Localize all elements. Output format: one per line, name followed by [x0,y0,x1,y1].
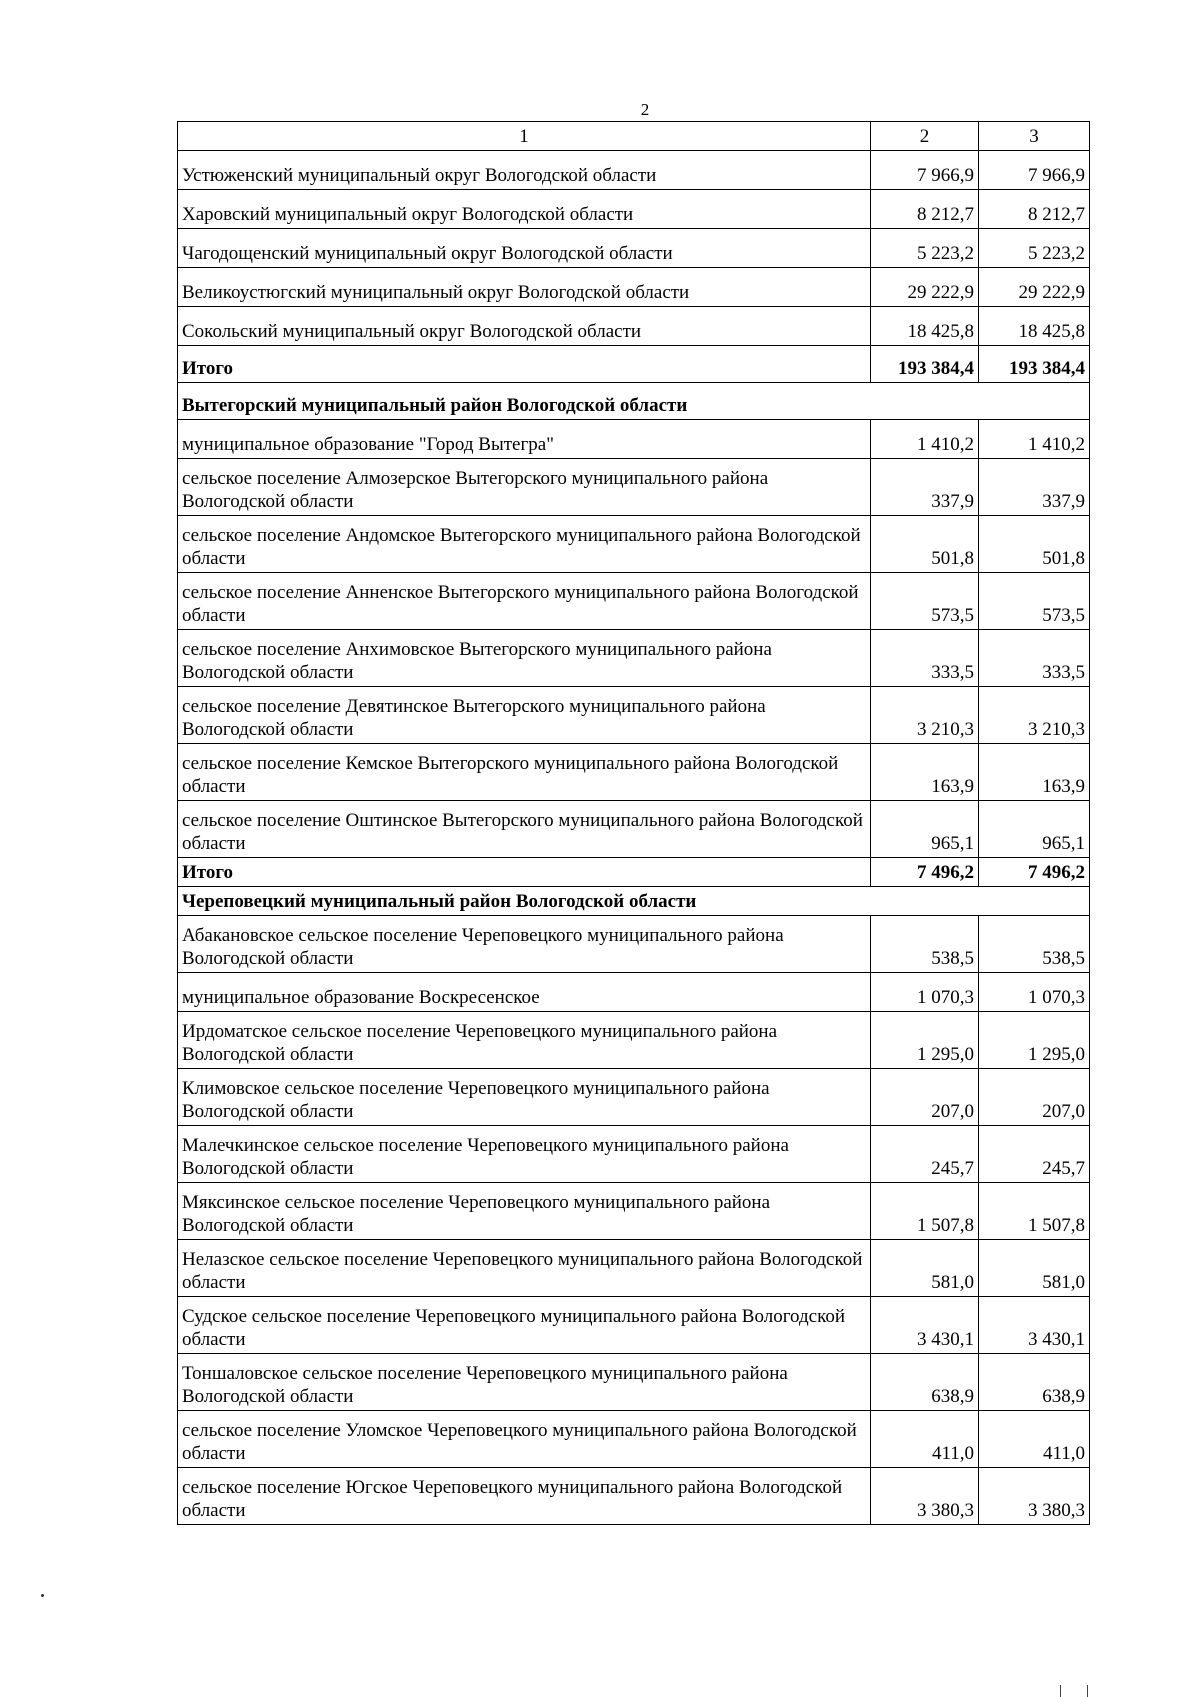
header-col-2: 2 [871,122,979,151]
row-name: Сокольский муниципальный округ Вологодской области [178,307,871,346]
row-value-col3: 207,0 [979,1069,1090,1126]
row-value-col2: 638,9 [871,1354,979,1411]
row-name: Великоустюгский муниципальный округ Вологодской области [178,268,871,307]
row-name: Устюженский муниципальный округ Вологодской области [178,151,871,190]
row-name: Климовское сельское поселение Череповецкого муниципального района Вологодской области [178,1069,871,1126]
group-title: Череповецкий муниципальный район Вологодской области [178,887,1090,916]
table-row [178,307,1090,346]
table-row [178,916,1090,973]
table-row [178,151,1090,190]
row-value-col3: 5 223,2 [979,229,1090,268]
row-name: сельское поселение Анхимовское Вытегорского муниципального района Вологодской области [178,630,871,687]
row-value-col2: 965,1 [871,801,979,858]
row-name: Ирдоматское сельское поселение Череповецкого муниципального района Вологодской области [178,1012,871,1069]
row-value-col3: 337,9 [979,459,1090,516]
row-value-col3: 1 507,8 [979,1183,1090,1240]
group-title: Вытегорский муниципальный район Вологодской области [178,383,1090,420]
row-value-col2: 18 425,8 [871,307,979,346]
table-row [178,1012,1090,1069]
row-value-col2: 581,0 [871,1240,979,1297]
row-name: сельское поселение Алмозерское Вытегорского муниципального района Вологодской области [178,459,871,516]
row-value-col3: 245,7 [979,1126,1090,1183]
table-row [178,744,1090,801]
row-value-col2: 29 222,9 [871,268,979,307]
row-value-col3: 1 070,3 [979,973,1090,1012]
scan-edge-marks [1060,1685,1088,1697]
row-value-col3: 501,8 [979,516,1090,573]
table-row [178,1240,1090,1297]
row-value-col2: 245,7 [871,1126,979,1183]
row-name: сельское поселение Анненское Вытегорского муниципального района Вологодской области [178,573,871,630]
table-row [178,801,1090,858]
group-header-row [178,383,1090,420]
row-name: муниципальное образование Воскресенское [178,973,871,1012]
row-value-col2: 1 410,2 [871,420,979,459]
table-row [178,229,1090,268]
row-value-col2: 8 212,7 [871,190,979,229]
row-name: Малечкинское сельское поселение Череповецкого муниципального района Вологодской области [178,1126,871,1183]
row-name: Тоншаловское сельское поселение Череповецкого муниципального района Вологодской области [178,1354,871,1411]
table-row [178,268,1090,307]
row-value-col3: 8 212,7 [979,190,1090,229]
table-row [178,573,1090,630]
row-value-col2: 411,0 [871,1411,979,1468]
scan-speck [41,1594,44,1597]
row-name: сельское поселение Андомское Вытегорского муниципального района Вологодской области [178,516,871,573]
row-value-col2: 538,5 [871,916,979,973]
row-value-col3: 163,9 [979,744,1090,801]
total-value-col2: 193 384,4 [871,346,979,383]
row-name: Абакановское сельское поселение Череповецкого муниципального района Вологодской области [178,916,871,973]
allocation-table [177,121,1090,1525]
total-value-col2: 7 496,2 [871,858,979,887]
row-value-col3: 1 295,0 [979,1012,1090,1069]
row-value-col3: 3 380,3 [979,1468,1090,1525]
table-row [178,630,1090,687]
row-name: Нелазское сельское поселение Череповецкого муниципального района Вологодской области [178,1240,871,1297]
row-value-col2: 207,0 [871,1069,979,1126]
row-value-col2: 1 070,3 [871,973,979,1012]
row-value-col2: 501,8 [871,516,979,573]
row-value-col3: 3 210,3 [979,687,1090,744]
row-value-col3: 581,0 [979,1240,1090,1297]
table-row [178,190,1090,229]
row-value-col3: 573,5 [979,573,1090,630]
row-name: Мяксинское сельское поселение Череповецкого муниципального района Вологодской области [178,1183,871,1240]
table-row [178,459,1090,516]
page-number: 2 [640,100,650,119]
row-value-col2: 333,5 [871,630,979,687]
header-col-3: 3 [979,122,1090,151]
table-row [178,516,1090,573]
row-value-col2: 3 430,1 [871,1297,979,1354]
row-name: сельское поселение Кемское Вытегорского муниципального района Вологодской области [178,744,871,801]
row-value-col3: 3 430,1 [979,1297,1090,1354]
table-row [178,1126,1090,1183]
total-row [178,858,1090,887]
header-row [178,122,1090,151]
row-name: Чагодощенский муниципальный округ Вологодской области [178,229,871,268]
row-name: сельское поселение Девятинское Вытегорского муниципального района Вологодской области [178,687,871,744]
table-row [178,1354,1090,1411]
row-value-col3: 965,1 [979,801,1090,858]
row-value-col3: 7 966,9 [979,151,1090,190]
row-name: Харовский муниципальный округ Вологодской области [178,190,871,229]
row-value-col3: 333,5 [979,630,1090,687]
row-value-col2: 3 380,3 [871,1468,979,1525]
row-name: сельское поселение Югское Череповецкого муниципального района Вологодской области [178,1468,871,1525]
row-value-col2: 573,5 [871,573,979,630]
total-value-col3: 193 384,4 [979,346,1090,383]
group-header-row [178,887,1090,916]
row-value-col3: 18 425,8 [979,307,1090,346]
row-value-col2: 1 507,8 [871,1183,979,1240]
row-value-col2: 7 966,9 [871,151,979,190]
header-col-1: 1 [178,122,871,151]
table-row [178,973,1090,1012]
table-row [178,687,1090,744]
row-value-col2: 337,9 [871,459,979,516]
row-value-col2: 1 295,0 [871,1012,979,1069]
total-row [178,346,1090,383]
row-value-col3: 538,5 [979,916,1090,973]
row-name: Судское сельское поселение Череповецкого муниципального района Вологодской области [178,1297,871,1354]
total-label: Итого [178,346,871,383]
row-name: сельское поселение Уломское Череповецкого муниципального района Вологодской области [178,1411,871,1468]
row-value-col3: 1 410,2 [979,420,1090,459]
table-row [178,1411,1090,1468]
row-value-col2: 5 223,2 [871,229,979,268]
table-row [178,1183,1090,1240]
row-name: сельское поселение Оштинское Вытегорского муниципального района Вологодской области [178,801,871,858]
row-value-col2: 163,9 [871,744,979,801]
total-value-col3: 7 496,2 [979,858,1090,887]
table-row [178,1297,1090,1354]
total-label: Итого [178,858,871,887]
row-value-col3: 29 222,9 [979,268,1090,307]
row-value-col3: 638,9 [979,1354,1090,1411]
table-row [178,420,1090,459]
table-row [178,1468,1090,1525]
row-name: муниципальное образование "Город Вытегра" [178,420,871,459]
row-value-col3: 411,0 [979,1411,1090,1468]
table-row [178,1069,1090,1126]
row-value-col2: 3 210,3 [871,687,979,744]
